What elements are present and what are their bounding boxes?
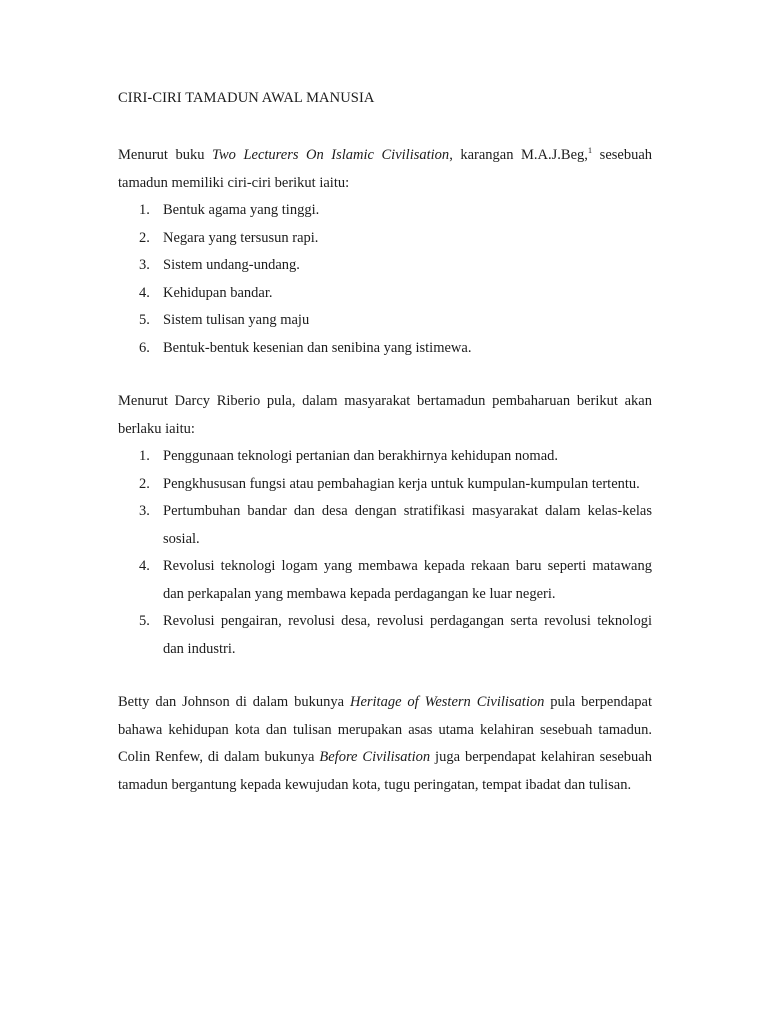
list-item-text: Sistem tulisan yang maju xyxy=(163,312,310,328)
list-item xyxy=(118,498,652,553)
intro-text: sesebuah tamadun memiliki ciri-ciri berikut iaitu: xyxy=(118,147,653,191)
book-title-heritage: Heritage of Western Civilisation xyxy=(349,694,545,710)
page-title: CIRI-CIRI TAMADUN AWAL MANUSIA xyxy=(118,90,375,106)
list-item-text: Penggunaan teknologi pertanian dan berakhirnya kehidupan nomad. xyxy=(163,448,559,464)
list-item xyxy=(118,553,652,608)
list-item xyxy=(118,225,652,253)
intro-text: , karangan M.A.J.Beg, xyxy=(449,147,588,163)
list-number: 5. xyxy=(139,312,150,328)
list-item xyxy=(118,197,652,225)
list-number: 1. xyxy=(139,202,150,218)
list-item-text: Pertumbuhan bandar dan desa dengan stratifikasi masyarakat dalam kelas-kelas sosial. xyxy=(163,503,652,547)
intro-paragraph-2: Menurut Darcy Riberio pula, dalam masyarakat bertamadun pembaharuan berikut akan berlaku iaitu: xyxy=(118,393,652,437)
intro-text: Menurut buku xyxy=(118,147,213,163)
document-page xyxy=(118,88,652,799)
list-item-text: Revolusi pengairan, revolusi desa, revolusi perdagangan serta revolusi teknologi dan industri. xyxy=(163,613,652,657)
list-item-text: Negara yang tersusun rapi. xyxy=(163,229,319,246)
list-number: 2. xyxy=(139,475,150,492)
list-item xyxy=(118,608,652,663)
closing-paragraph xyxy=(118,689,652,799)
civilisation-reforms-list xyxy=(118,443,652,663)
paragraph-text: pula berpendapat bahawa kehidupan kota dan tulisan merupakan asas utama kelahiran sesebuah tamadun. Colin Renfew, di dalam bukunya xyxy=(118,694,652,765)
list-item xyxy=(118,443,652,471)
book-title-before-civilisation: Before Civilisation xyxy=(319,749,431,765)
list-number: 6. xyxy=(139,339,150,356)
list-number: 5. xyxy=(139,613,150,629)
civilisation-characteristics-list xyxy=(118,197,652,362)
paragraph-text: juga berpendapat kelahiran sesebuah tamadun bergantung kepada kewujudan kota, tugu peringatan, tempat ibadat dan tulisan. xyxy=(118,749,652,793)
list-number: 1. xyxy=(139,448,150,464)
list-item xyxy=(118,252,652,280)
list-item-text: Revolusi teknologi logam yang membawa kepada rekaan baru seperti matawang dan perkapalan yang membawa kepada perdagangan ke luar negeri. xyxy=(163,558,652,602)
list-item xyxy=(118,307,652,335)
list-item-text: Pengkhususan fungsi atau pembahagian kerja untuk kumpulan-kumpulan tertentu. xyxy=(163,475,640,492)
list-item xyxy=(118,471,652,499)
list-item-text: Bentuk-bentuk kesenian dan senibina yang istimewa. xyxy=(163,339,472,356)
book-title-two-lecturers: Two Lecturers On Islamic Civilisation xyxy=(212,147,450,163)
footnote-marker[interactable]: 1 xyxy=(587,145,593,156)
list-item xyxy=(118,280,652,308)
list-number: 4. xyxy=(139,284,150,301)
list-number: 2. xyxy=(139,229,150,246)
intro-paragraph-1 xyxy=(118,142,652,197)
list-item-text: Sistem undang-undang. xyxy=(163,257,300,273)
list-number: 3. xyxy=(139,257,150,273)
list-item-text: Bentuk agama yang tinggi. xyxy=(163,202,320,218)
list-number: 4. xyxy=(139,558,150,574)
list-item-text: Kehidupan bandar. xyxy=(163,284,273,301)
list-item xyxy=(118,335,652,363)
list-number: 3. xyxy=(139,503,150,519)
paragraph-text: Betty dan Johnson di dalam bukunya xyxy=(118,694,350,710)
